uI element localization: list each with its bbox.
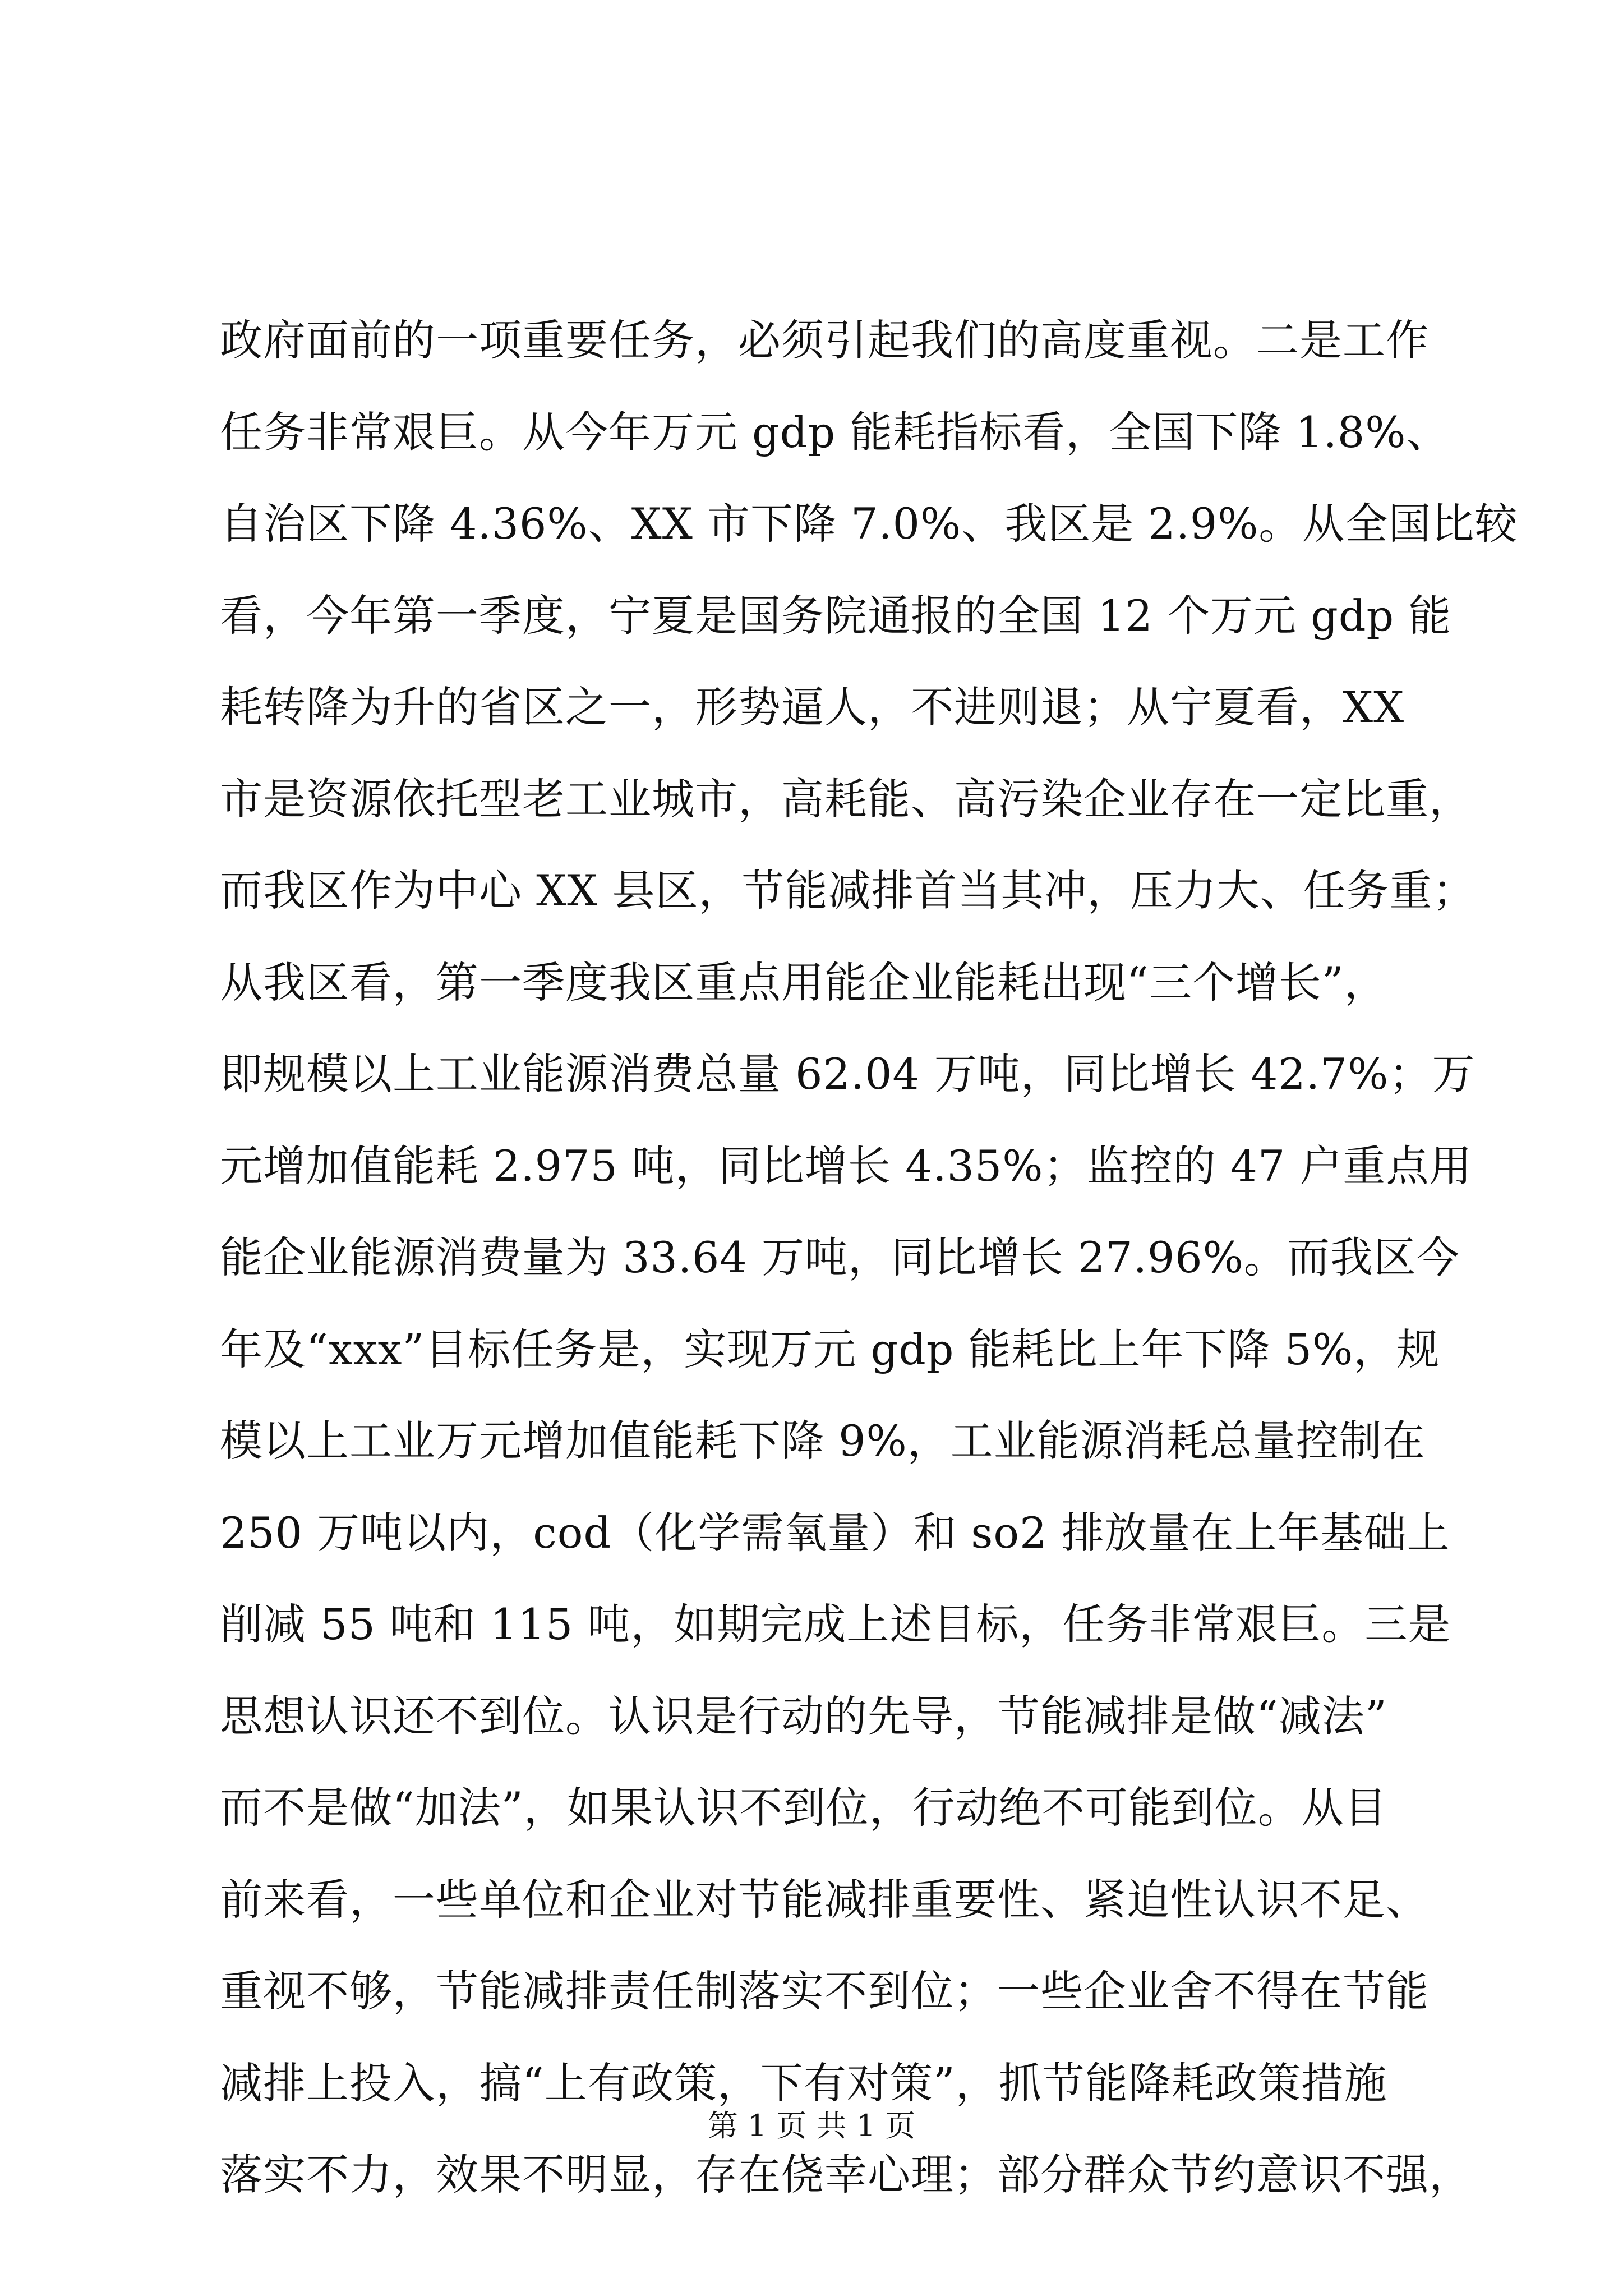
text-line: 模以上工业万元增加值能耗下降 9%，工业能源消耗总量控制在	[220, 1416, 1426, 1466]
text-line: 元增加值能耗 2.975 吨，同比增长 4.35%；监控的 47 户重点用	[220, 1140, 1473, 1191]
text-line: 前来看，一些单位和企业对节能减排重要性、紧迫性认识不足、	[220, 1874, 1429, 1925]
text-line: 自治区下降 4.36%、XX 市下降 7.0%、我区是 2.9%。从全国比较	[220, 499, 1518, 549]
text-line: 从我区看，第一季度我区重点用能企业能耗出现“三个增长”，	[220, 957, 1387, 1007]
body-text	[220, 295, 1518, 2221]
page-number: 第 1 页 共 1 页	[707, 2108, 916, 2143]
text-line: 而不是做“加法”，如果认识不到位，行动绝不可能到位。从目	[220, 1783, 1387, 1833]
text-line: 即规模以上工业能源消费总量 62.04 万吨，同比增长 42.7%；万	[220, 1049, 1476, 1099]
page-footer	[0, 2106, 1623, 2146]
text-line: 250 万吨以内，cod（化学需氧量）和 so2 排放量在上年基础上	[220, 1507, 1450, 1558]
text-line: 看，今年第一季度，宁夏是国务院通报的全国 12 个万元 gdp 能	[220, 590, 1452, 641]
text-line: 削减 55 吨和 115 吨，如期完成上述目标，任务非常艰巨。三是	[220, 1599, 1451, 1649]
text-line: 而我区作为中心 XX 县区，节能减排首当其冲，压力大、任务重；	[220, 866, 1476, 915]
text-line: 思想认识还不到位。认识是行动的先导，节能减排是做“减法”	[220, 1691, 1387, 1741]
text-line: 重视不够，节能减排责任制落实不到位；一些企业舍不得在节能	[220, 1966, 1429, 2016]
text-line: 落实不力，效果不明显，存在侥幸心理；部分群众节约意识不强，	[220, 2150, 1472, 2200]
text-line: 能企业能源消费量为 33.64 万吨，同比增长 27.96%。而我区今	[220, 1232, 1460, 1282]
text-line: 政府面前的一项重要任务，必须引起我们的高度重视。二是工作	[220, 315, 1429, 365]
text-line: 年及“xxx”目标任务是，实现万元 gdp 能耗比上年下降 5%，规	[220, 1324, 1440, 1374]
text-line: 市是资源依托型老工业城市，高耗能、高污染企业存在一定比重，	[220, 774, 1472, 824]
text-line: 耗转降为升的省区之一，形势逼人，不进则退；从宁夏看，XX	[220, 682, 1405, 732]
text-line: 任务非常艰巨。从今年万元 gdp 能耗指标看，全国下降 1.8%、	[220, 407, 1450, 457]
text-line: 减排上投入，搞“上有政策，下有对策”，抓节能降耗政策措施	[220, 2058, 1387, 2108]
